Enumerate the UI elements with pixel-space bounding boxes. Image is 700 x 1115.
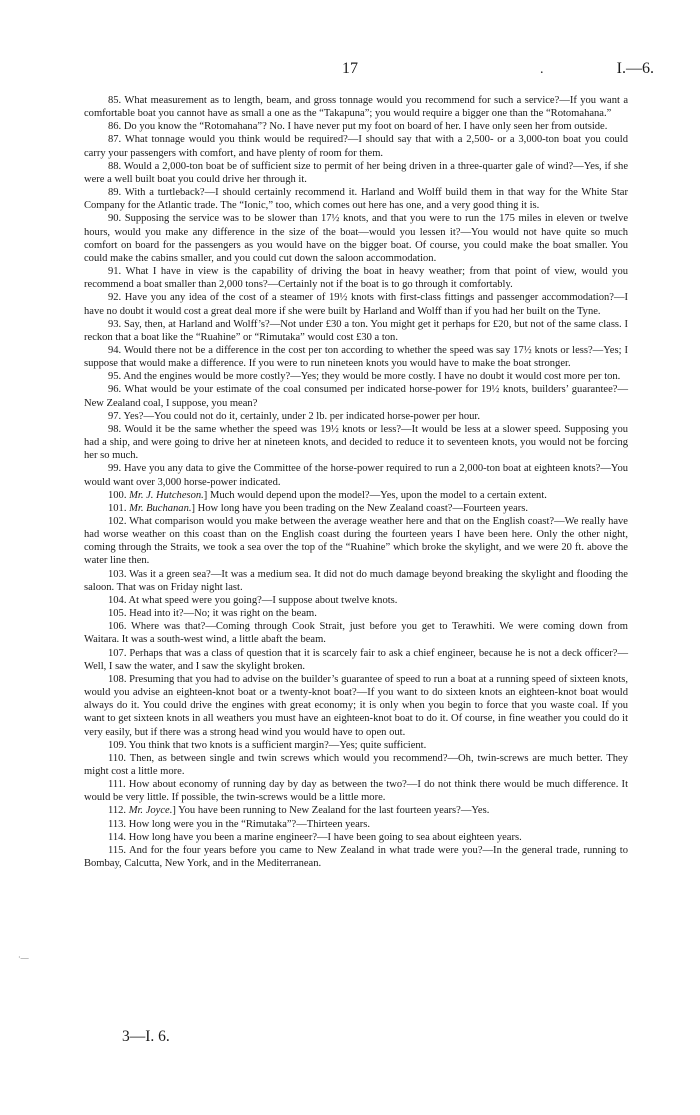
question-86: 86. Do you know the “Rotomahana”? No. I have never put my foot on board of her. I have only seen her from outside. (108, 121, 608, 133)
question-88: 88. Would a 2,000-ton boat be of sufficient size to permit of her being driven in a three-quarter gale of wind?—Yes, if she were a well built boat you could drive her through it. (84, 160, 628, 185)
question-115: 115. And for the four years before you came to New Zealand in what trade were you?—In the general trade, running to Bombay, Calcutta, New York, and in the Mediterranean. (84, 844, 628, 870)
question-114: 114. How long have you been a marine engineer?—I have been going to sea about eighteen years. (108, 831, 522, 843)
speaker-name: Mr. Joyce. (128, 805, 173, 817)
question-93: 93. Say, then, at Harland and Wolff’s?—Not under £30 a ton. You might get it perhaps for £20, but not of the same class. I reckon that a boat like the “Ruahine” or “Rimutaka” would cost £30 a ton. (84, 318, 628, 343)
page-number: 17 (342, 60, 358, 77)
question-100: 100. Mr. J. Hutcheson.] Much would depend upon the model?—Yes, upon the model to a certain extent. (108, 489, 547, 501)
question-108: 108. Presuming that you had to advise on the builder’s guarantee of speed to run a boat at a running speed of sixteen knots, would you advise an eighteen-knot boat or a twenty-knot boat?—If you want to do sixteen knots an eighteen-knot boat would always do it. You could drive the engines with great economy; it is only when you begin to force that you waste coal. If you want to get sixteen knots in all weathers you must have an eighteen-knot boat to do it. Of course, in fine weather you could do it very easily, but if there was a strong head wind you would have to open out. (84, 673, 628, 738)
margin-mark: ·— (18, 953, 29, 962)
question-110: 110. Then, as between single and twin screws which would you recommend?—Oh, twin-screws are much better. They might cost a little more. (84, 752, 628, 777)
question-92: 92. Have you any idea of the cost of a steamer of 19½ knots with first-class fittings and passenger accommodation?—I have no doubt it would cost a great deal more if she were built by Harland and Wolff than if you had her built on the Tyne. (84, 292, 628, 317)
question-113: 113. How long were you in the “Rimutaka”?—Thirteen years. (108, 818, 371, 830)
question-112: 112. Mr. Joyce.] You have been running to New Zealand for the last fourteen years?—Yes. (108, 805, 490, 817)
question-95: 95. And the engines would be more costly?—Yes; they would be more costly. I have no doubt it would cost more per ton. (108, 371, 621, 383)
question-104: 104. At what speed were you going?—I suppose about twelve knots. (108, 594, 398, 606)
question-99: 99. Have you any data to give the Committee of the horse-power required to run a 2,000-ton boat at eighteen knots?—You would want over 3,000 horse-power indicated. (84, 463, 628, 488)
question-98: 98. Would it be the same whether the speed was 19½ knots or less?—It would be less at a slower speed. Supposing you had a ship, and were going to drive her at nineteen knots, and decided to reduce it to seventeen knots, you would not be forcing her so much. (84, 423, 628, 462)
question-85: 85. What measurement as to length, beam, and gross tonnage would you recommend for such a service?—If you want a comfortable boat you cannot have as small a one as the “Takapuna”; you would require a bigger one than the “Rotomahana.” (84, 95, 628, 120)
question-97: 97. Yes?—You could not do it, certainly, under 2 lb. per indicated horse-power per hour. (108, 410, 481, 422)
question-111: 111. How about economy of running day by day as between the two?—I do not think there would be much difference. It would be very little. If possible, the twin-screws would be a little more. (84, 779, 628, 804)
question-89: 89. With a turtleback?—I should certainly recommend it. Harland and Wolff build them in that way for the White Star Company for the Atlantic trade. The “Ionic,” too, which comes out here has one, and a very good thing it is. (84, 187, 628, 212)
header-dot: . (540, 62, 544, 77)
question-109: 109. You think that two knots is a sufficient margin?—Yes; quite sufficient. (108, 739, 427, 751)
question-103: 103. Was it a green sea?—It was a medium sea. It did not do much damage beyond breaking the skylight and flooding the saloon. That was on Friday night last. (84, 568, 628, 593)
document-reference: I.—6. (616, 60, 654, 77)
printer-signature: 3—I. 6. (122, 1028, 170, 1045)
question-107: 107. Perhaps that was a class of question that it is scarcely fair to ask a chief engineer, because he is not a deck officer?—Well, I saw the water, and I saw the skylight broken. (84, 647, 628, 672)
question-105: 105. Head into it?—No; it was right on the beam. (108, 608, 317, 620)
testimony-body (84, 94, 628, 870)
question-91: 91. What I have in view is the capability of driving the boat in heavy weather; from that point of view, would you recommend a boat smaller than 2,000 tons?—Certainly not if the boat is to go through it comfortably. (84, 266, 628, 291)
speaker-name: Mr. J. Hutcheson. (129, 489, 204, 501)
question-101: 101. Mr. Buchanan.] How long have you been trading on the New Zealand coast?—Fourteen years. (108, 502, 529, 514)
question-106: 106. Where was that?—Coming through Cook Strait, just before you get to Terawhiti. We were coming down from Waitara. It was a south-west wind, a little abaft the beam. (84, 621, 628, 646)
speaker-name: Mr. Buchanan. (129, 502, 192, 514)
question-87: 87. What tonnage would you think would be required?—I should say that with a 2,500- or a 3,000-ton boat you could carry your passengers with comfort, and have plenty of room for them. (84, 134, 628, 159)
question-90: 90. Supposing the service was to be slower than 17½ knots, and that you were to run the 175 miles in eleven or twelve hours, would you make any difference in the size of the boat—would you lessen it?—You would not have quite so much comfort on board for the passengers as you would have on the bigger boat. Of course, you could make the boat smaller. You could make the cabins smaller, and you could cut down the saloon accommodation. (84, 213, 628, 264)
question-96: 96. What would be your estimate of the coal consumed per indicated horse-power for 19½ knots, builders’ guarantee?—New Zealand coal, I suppose, you mean? (84, 384, 628, 409)
question-102: 102. What comparison would you make between the average weather here and that on the English coast?—We really have had worse weather on this coast than on the English coast during the fourteen years I have been here. Only the other night, coming through the Straits, we took a sea over the top of the “Ruahine” which broke the skylight, and we were 20 ft. above the water line then. (84, 516, 628, 567)
question-94: 94. Would there not be a difference in the cost per ton according to whether the speed was say 17½ knots or less?—Yes; I suppose that would make a difference. If you were to run nineteen knots you would have to make the boat stronger. (84, 344, 628, 370)
